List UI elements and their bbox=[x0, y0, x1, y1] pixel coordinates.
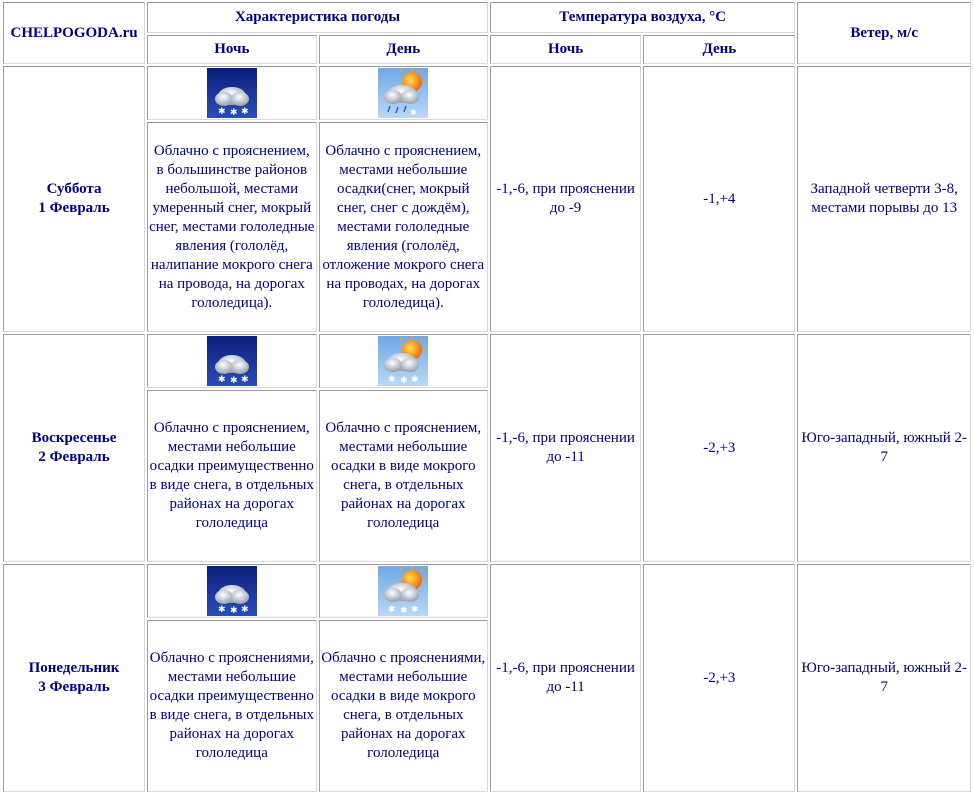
night-description: Облачно с прояснениями, местами небольшие осадки преимущественно в виде снега, в отдельных районах на дорогах гололедица bbox=[147, 620, 316, 792]
sun-cloud-snow-icon bbox=[378, 336, 428, 386]
wind-value: Юго-западный, южный 2-7 bbox=[797, 334, 971, 562]
night-icon-cell bbox=[147, 334, 316, 388]
date: 1 Февраль bbox=[38, 200, 110, 216]
day-description: Облачно с прояснением, местами небольшие осадки в виде мокрого снега, в отдельных районах на дорогах гололедица bbox=[319, 390, 488, 562]
air-temperature-header: Температура воздуха, °С bbox=[490, 2, 795, 33]
day-icon-cell bbox=[319, 564, 488, 618]
weather-characteristic-header: Характеристика погоды bbox=[147, 2, 488, 33]
table-row bbox=[3, 66, 971, 120]
night-description: Облачно с прояснением, местами небольшие осадки преимущественно в виде снега, в отдельных районах на дорогах гололедица bbox=[147, 390, 316, 562]
night-icon-cell bbox=[147, 564, 316, 618]
night-icon-cell bbox=[147, 66, 316, 120]
moon-cloud-snow-icon bbox=[207, 336, 257, 386]
sun-cloud-snow-icon bbox=[378, 566, 428, 616]
weather-night-header: Ночь bbox=[147, 35, 316, 64]
day-description: Облачно с прояснением, местами небольшие осадки(снег, мокрый снег, снег с дождём), местами гололедные явления (гололёд, отложение мокрого снега на проводах, на дорогах гололедица). bbox=[319, 122, 488, 332]
temp-night: -1,-6, при прояснении до -11 bbox=[490, 564, 641, 792]
temp-night: -1,-6, при прояснении до -9 bbox=[490, 66, 641, 332]
forecast-table bbox=[1, 0, 973, 794]
wind-header: Ветер, м/с bbox=[797, 2, 971, 64]
temp-night-header: Ночь bbox=[490, 35, 641, 64]
temp-day: -1,+4 bbox=[643, 66, 795, 332]
date: 2 Февраль bbox=[38, 449, 110, 465]
day-label bbox=[3, 66, 145, 332]
temp-day: -2,+3 bbox=[643, 564, 795, 792]
day-icon-cell bbox=[319, 66, 488, 120]
day-icon-cell bbox=[319, 334, 488, 388]
sun-cloud-rain-snow-icon bbox=[378, 68, 428, 118]
day-description: Облачно с прояснениями, местами небольшие осадки в виде мокрого снега, в отдельных районах на дорогах гололедица bbox=[319, 620, 488, 792]
temp-day: -2,+3 bbox=[643, 334, 795, 562]
day-label bbox=[3, 334, 145, 562]
table-row bbox=[3, 564, 971, 618]
moon-cloud-snow-icon bbox=[207, 566, 257, 616]
wind-value: Западной четверти 3-8, местами порывы до 13 bbox=[797, 66, 971, 332]
moon-cloud-snow-icon bbox=[207, 68, 257, 118]
weather-day-header: День bbox=[319, 35, 488, 64]
site-brand: CHELPOGODA.ru bbox=[3, 2, 145, 64]
temp-night: -1,-6, при прояснении до -11 bbox=[490, 334, 641, 562]
temp-day-header: День bbox=[643, 35, 795, 64]
day-label bbox=[3, 564, 145, 792]
table-row bbox=[3, 334, 971, 388]
weekday: Суббота bbox=[46, 181, 102, 197]
wind-value: Юго-западный, южный 2-7 bbox=[797, 564, 971, 792]
weekday: Понедельник bbox=[28, 660, 120, 676]
weekday: Воскресенье bbox=[31, 430, 117, 446]
date: 3 Февраль bbox=[38, 679, 110, 695]
night-description: Облачно с прояснением, в большинстве районов небольшой, местами умеренный снег, мокрый снег, местами гололедные явления (гололёд, налипание мокрого снега на провода, на дорогах гололедица). bbox=[147, 122, 316, 332]
